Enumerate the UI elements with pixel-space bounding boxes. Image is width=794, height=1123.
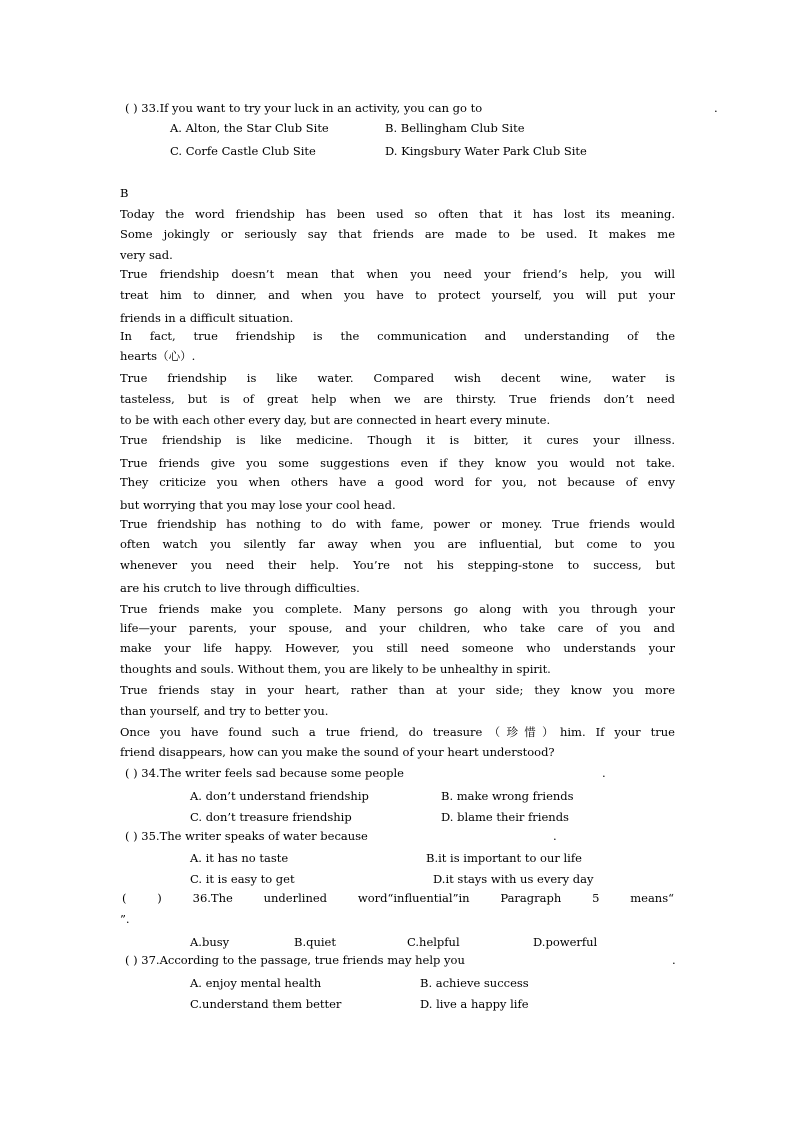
q33-option-d: D. Kingsbury Water Park Club Site [385,144,587,158]
passage-line: True friends give you some suggestions even if they know you would not take. [120,456,675,470]
passage-line: Some jokingly or seriously say that friends are made to be used. It makes me [120,227,675,241]
passage-line: life—your parents, your spouse, and your children, who take care of you and [120,621,675,635]
q35-option-b: B.it is important to our life [426,851,582,865]
q34-option-c: C. don’t treasure friendship [190,810,352,824]
passage-line: In fact, true friendship is the communication and understanding of the [120,329,675,343]
q37-option-a: A. enjoy mental health [190,976,322,990]
q33-option-a: A. Alton, the Star Club Site [170,121,329,135]
passage-line: True friends stay in your heart, rather than at your side; they know you more [120,683,675,697]
passage-line: make your life happy. However, you still need someone who understands your [120,641,675,655]
passage-line: They criticize you when others have a good word for you, not because of envy [120,475,675,489]
q35-option-d: D.it stays with us every day [433,872,594,886]
passage-line: than yourself, and try to better you. [120,704,329,718]
q37-option-b: B. achieve success [420,976,529,990]
q36-option-a: A.busy [190,935,230,949]
q34-blank-end: . [602,766,606,780]
q37-option-d: D. live a happy life [420,997,529,1011]
passage-line: treat him to dinner, and when you have to protect yourself, you will put your [120,288,675,302]
q37-blank-end: . [672,953,676,967]
q33-option-b: B. Bellingham Club Site [385,121,525,135]
q36-stem: ( ) 36.The underlined word“influential”in Paragraph 5 means“ [122,891,674,905]
passage-line: True friendship is like medicine. Though it is bitter, it cures your illness. [120,433,675,447]
q36-option-b: B.quiet [294,935,336,949]
passage-line: Today the word friendship has been used so often that it has lost its meaning. [120,207,675,221]
passage-line: are his crutch to live through difficulties. [120,581,360,595]
q35-option-a: A. it has no taste [190,851,289,865]
q34-stem: ( ) 34.The writer feels sad because some people [125,766,404,780]
section-label: B [120,186,129,200]
passage-line: thoughts and souls. Without them, you are likely to be unhealthy in spirit. [120,662,551,676]
passage-line: to be with each other every day, but are connected in heart every minute. [120,413,551,427]
q33-blank-end: . [714,101,718,115]
q36-option-c: C.helpful [407,935,460,949]
q34-option-b: B. make wrong friends [441,789,574,803]
q35-stem: ( ) 35.The writer speaks of water because [125,829,368,843]
q35-option-c: C. it is easy to get [190,872,295,886]
q33-option-c: C. Corfe Castle Club Site [170,144,316,158]
q33-stem: ( ) 33.If you want to try your luck in an activity, you can go to [125,101,483,115]
passage-line: very sad. [120,248,173,262]
q37-option-c: C.understand them better [190,997,342,1011]
passage-line: True friendship is like water. Compared wish decent wine, water is [120,371,675,385]
passage-line: True friends make you complete. Many persons go along with you through your [120,602,675,616]
passage-line: often watch you silently far away when you are influential, but come to you [120,537,675,551]
passage-line: but worrying that you may lose your cool head. [120,498,396,512]
passage-line: True friendship has nothing to do with fame, power or money. True friends would [120,517,675,531]
q36-option-d: D.powerful [533,935,598,949]
passage-line: Once you have found such a true friend, do treasure（珍惜）him. If your true [120,725,675,739]
passage-line: friends in a difficult situation. [120,311,294,325]
q35-blank-end: . [553,829,557,843]
q36-stem-end: ”. [120,912,130,926]
passage-line: whenever you need their help. You’re not his stepping-stone to success, but [120,558,675,572]
passage-line: hearts（心）. [120,349,196,363]
passage-line: True friendship doesn’t mean that when you need your friend’s help, you will [120,267,675,281]
q34-option-a: A. don’t understand friendship [190,789,369,803]
passage-line: friend disappears, how can you make the sound of your heart understood? [120,745,555,759]
passage-line: tasteless, but is of great help when we are thirsty. True friends don’t need [120,392,675,406]
q34-option-d: D. blame their friends [441,810,569,824]
q37-stem: ( ) 37.According to the passage, true friends may help you [125,953,465,967]
